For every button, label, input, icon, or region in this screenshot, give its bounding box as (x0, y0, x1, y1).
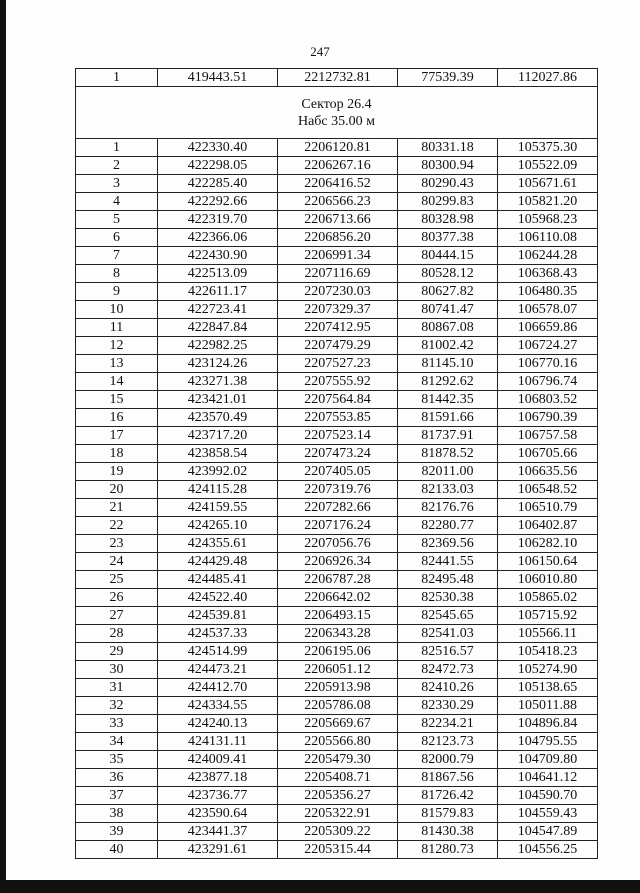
point-number-cell: 23 (76, 535, 158, 553)
local-x-cell: 82472.73 (398, 661, 498, 679)
y-coordinate-cell: 2207056.76 (278, 535, 398, 553)
local-y-cell: 105011.88 (498, 697, 598, 715)
y-coordinate-cell: 2207555.92 (278, 373, 398, 391)
x-coordinate-cell: 424412.70 (158, 679, 278, 697)
x-coordinate-cell: 424115.28 (158, 481, 278, 499)
y-coordinate-cell: 2205309.22 (278, 823, 398, 841)
point-number-cell: 18 (76, 445, 158, 463)
x-coordinate-cell: 424265.10 (158, 517, 278, 535)
local-y-cell: 106402.87 (498, 517, 598, 535)
table-row (76, 769, 598, 787)
x-coordinate-cell: 422430.90 (158, 247, 278, 265)
coordinates-table (75, 68, 598, 859)
local-x-cell: 81867.56 (398, 769, 498, 787)
x-coordinate-cell: 424131.11 (158, 733, 278, 751)
local-x-cell: 81591.66 (398, 409, 498, 427)
point-number-cell: 34 (76, 733, 158, 751)
local-x-cell: 82280.77 (398, 517, 498, 535)
table-row (76, 571, 598, 589)
table-row (76, 463, 598, 481)
point-number-cell: 22 (76, 517, 158, 535)
point-number-cell: 39 (76, 823, 158, 841)
x-coordinate-cell: 423421.01 (158, 391, 278, 409)
table-row (76, 481, 598, 499)
table-row (76, 355, 598, 373)
x-coordinate-cell: 423570.49 (158, 409, 278, 427)
local-x-cell: 80299.83 (398, 193, 498, 211)
local-y-cell: 106480.35 (498, 283, 598, 301)
point-number-cell: 10 (76, 301, 158, 319)
local-x-cell: 80741.47 (398, 301, 498, 319)
table-row (76, 193, 598, 211)
y-coordinate-cell: 2207412.95 (278, 319, 398, 337)
local-x-cell: 80300.94 (398, 157, 498, 175)
table-row (76, 697, 598, 715)
local-y-cell: 104795.55 (498, 733, 598, 751)
local-y-cell: 106770.16 (498, 355, 598, 373)
local-y-cell: 104559.43 (498, 805, 598, 823)
point-number-cell: 27 (76, 607, 158, 625)
local-y-cell: 106790.39 (498, 409, 598, 427)
y-coordinate-cell: 2207479.29 (278, 337, 398, 355)
local-y-cell: 106635.56 (498, 463, 598, 481)
x-coordinate-cell: 423124.26 (158, 355, 278, 373)
x-coordinate-cell: 423877.18 (158, 769, 278, 787)
local-y-cell: 104547.89 (498, 823, 598, 841)
point-number-cell: 4 (76, 193, 158, 211)
local-x-cell: 82000.79 (398, 751, 498, 769)
y-coordinate-cell: 2207527.23 (278, 355, 398, 373)
local-x-cell: 81726.42 (398, 787, 498, 805)
local-y-cell: 106244.28 (498, 247, 598, 265)
point-number-cell: 35 (76, 751, 158, 769)
local-x-cell: 82516.57 (398, 643, 498, 661)
table-row (76, 553, 598, 571)
y-coordinate-cell: 2206416.52 (278, 175, 398, 193)
point-number-cell: 36 (76, 769, 158, 787)
local-y-cell: 106659.86 (498, 319, 598, 337)
point-number-cell: 26 (76, 589, 158, 607)
x-coordinate-cell: 423992.02 (158, 463, 278, 481)
table-row (76, 643, 598, 661)
y-coordinate-cell: 2205315.44 (278, 841, 398, 859)
table-row (76, 499, 598, 517)
point-number-cell: 7 (76, 247, 158, 265)
local-y-cell: 106757.58 (498, 427, 598, 445)
point-number-cell: 1 (76, 139, 158, 157)
x-coordinate-cell: 423291.61 (158, 841, 278, 859)
table-row (76, 427, 598, 445)
local-x-cell: 82495.48 (398, 571, 498, 589)
x-coordinate-cell: 423441.37 (158, 823, 278, 841)
y-coordinate-cell: 2206991.34 (278, 247, 398, 265)
local-y-cell: 105865.02 (498, 589, 598, 607)
table-row (76, 337, 598, 355)
point-number-cell: 16 (76, 409, 158, 427)
local-x-cell: 77539.39 (398, 69, 498, 87)
local-x-cell: 80444.15 (398, 247, 498, 265)
local-y-cell: 106796.74 (498, 373, 598, 391)
local-y-cell: 104709.80 (498, 751, 598, 769)
table-row (76, 391, 598, 409)
y-coordinate-cell: 2205669.67 (278, 715, 398, 733)
point-number-cell: 13 (76, 355, 158, 373)
local-y-cell: 106724.27 (498, 337, 598, 355)
local-x-cell: 82176.76 (398, 499, 498, 517)
section-header-cell (76, 87, 598, 139)
y-coordinate-cell: 2212732.81 (278, 69, 398, 87)
x-coordinate-cell: 419443.51 (158, 69, 278, 87)
point-number-cell: 31 (76, 679, 158, 697)
point-number-cell: 33 (76, 715, 158, 733)
x-coordinate-cell: 423271.38 (158, 373, 278, 391)
table-row (76, 823, 598, 841)
x-coordinate-cell: 422513.09 (158, 265, 278, 283)
y-coordinate-cell: 2206787.28 (278, 571, 398, 589)
local-x-cell: 82234.21 (398, 715, 498, 733)
point-number-cell: 17 (76, 427, 158, 445)
y-coordinate-cell: 2205408.71 (278, 769, 398, 787)
y-coordinate-cell: 2207523.14 (278, 427, 398, 445)
y-coordinate-cell: 2205786.08 (278, 697, 398, 715)
y-coordinate-cell: 2206566.23 (278, 193, 398, 211)
section-title: Сектор 26.4 (301, 96, 372, 112)
y-coordinate-cell: 2207473.24 (278, 445, 398, 463)
y-coordinate-cell: 2207319.76 (278, 481, 398, 499)
local-x-cell: 82330.29 (398, 697, 498, 715)
local-y-cell: 106010.80 (498, 571, 598, 589)
y-coordinate-cell: 2206493.15 (278, 607, 398, 625)
table-row (76, 373, 598, 391)
table-row (76, 661, 598, 679)
x-coordinate-cell: 422847.84 (158, 319, 278, 337)
x-coordinate-cell: 423717.20 (158, 427, 278, 445)
local-x-cell: 81442.35 (398, 391, 498, 409)
local-x-cell: 80377.38 (398, 229, 498, 247)
point-number-cell: 15 (76, 391, 158, 409)
local-y-cell: 105274.90 (498, 661, 598, 679)
x-coordinate-cell: 423736.77 (158, 787, 278, 805)
table-row (76, 69, 598, 87)
x-coordinate-cell: 422298.05 (158, 157, 278, 175)
table-row (76, 139, 598, 157)
point-number-cell: 29 (76, 643, 158, 661)
table-row (76, 229, 598, 247)
table-row (76, 625, 598, 643)
local-x-cell: 82545.65 (398, 607, 498, 625)
y-coordinate-cell: 2206195.06 (278, 643, 398, 661)
local-x-cell: 82410.26 (398, 679, 498, 697)
x-coordinate-cell: 424355.61 (158, 535, 278, 553)
local-x-cell: 82133.03 (398, 481, 498, 499)
y-coordinate-cell: 2205322.91 (278, 805, 398, 823)
local-y-cell: 105138.65 (498, 679, 598, 697)
point-number-cell: 6 (76, 229, 158, 247)
local-x-cell: 82441.55 (398, 553, 498, 571)
table-row (76, 175, 598, 193)
local-x-cell: 80331.18 (398, 139, 498, 157)
x-coordinate-cell: 424537.33 (158, 625, 278, 643)
point-number-cell: 37 (76, 787, 158, 805)
table-row (76, 301, 598, 319)
local-x-cell: 81002.42 (398, 337, 498, 355)
scan-edge-bottom (0, 880, 640, 893)
point-number-cell: 32 (76, 697, 158, 715)
local-y-cell: 105715.92 (498, 607, 598, 625)
point-number-cell: 28 (76, 625, 158, 643)
point-number-cell: 11 (76, 319, 158, 337)
x-coordinate-cell: 423590.64 (158, 805, 278, 823)
x-coordinate-cell: 424334.55 (158, 697, 278, 715)
point-number-cell: 2 (76, 157, 158, 175)
local-y-cell: 104556.25 (498, 841, 598, 859)
y-coordinate-cell: 2205913.98 (278, 679, 398, 697)
local-y-cell: 105821.20 (498, 193, 598, 211)
table-row (76, 733, 598, 751)
point-number-cell: 9 (76, 283, 158, 301)
local-x-cell: 80528.12 (398, 265, 498, 283)
local-x-cell: 81292.62 (398, 373, 498, 391)
local-x-cell: 82530.38 (398, 589, 498, 607)
page-number: 247 (310, 44, 330, 59)
point-number-cell: 19 (76, 463, 158, 481)
section-header-row (76, 87, 598, 139)
point-number-cell: 14 (76, 373, 158, 391)
table-row (76, 607, 598, 625)
point-number-cell: 5 (76, 211, 158, 229)
point-number-cell: 8 (76, 265, 158, 283)
table-row (76, 409, 598, 427)
y-coordinate-cell: 2205356.27 (278, 787, 398, 805)
point-number-cell: 25 (76, 571, 158, 589)
local-x-cell: 80867.08 (398, 319, 498, 337)
local-x-cell: 81579.83 (398, 805, 498, 823)
local-y-cell: 104896.84 (498, 715, 598, 733)
y-coordinate-cell: 2206267.16 (278, 157, 398, 175)
local-x-cell: 82541.03 (398, 625, 498, 643)
table-row (76, 679, 598, 697)
local-y-cell: 104641.12 (498, 769, 598, 787)
table-row (76, 157, 598, 175)
point-number-cell: 21 (76, 499, 158, 517)
scan-edge-left (0, 0, 6, 893)
local-x-cell: 80328.98 (398, 211, 498, 229)
local-y-cell: 105566.11 (498, 625, 598, 643)
local-y-cell: 106368.43 (498, 265, 598, 283)
local-x-cell: 80627.82 (398, 283, 498, 301)
x-coordinate-cell: 424539.81 (158, 607, 278, 625)
x-coordinate-cell: 422982.25 (158, 337, 278, 355)
local-y-cell: 105522.09 (498, 157, 598, 175)
y-coordinate-cell: 2207116.69 (278, 265, 398, 283)
local-y-cell: 105671.61 (498, 175, 598, 193)
y-coordinate-cell: 2207564.84 (278, 391, 398, 409)
y-coordinate-cell: 2205479.30 (278, 751, 398, 769)
local-x-cell: 82123.73 (398, 733, 498, 751)
x-coordinate-cell: 424514.99 (158, 643, 278, 661)
x-coordinate-cell: 424485.41 (158, 571, 278, 589)
local-y-cell: 106150.64 (498, 553, 598, 571)
local-y-cell: 106803.52 (498, 391, 598, 409)
x-coordinate-cell: 423858.54 (158, 445, 278, 463)
x-coordinate-cell: 422366.06 (158, 229, 278, 247)
table-row (76, 265, 598, 283)
y-coordinate-cell: 2206856.20 (278, 229, 398, 247)
x-coordinate-cell: 424159.55 (158, 499, 278, 517)
y-coordinate-cell: 2207230.03 (278, 283, 398, 301)
local-y-cell: 112027.86 (498, 69, 598, 87)
table-row (76, 211, 598, 229)
y-coordinate-cell: 2207405.05 (278, 463, 398, 481)
local-x-cell: 81737.91 (398, 427, 498, 445)
x-coordinate-cell: 424429.48 (158, 553, 278, 571)
point-number-cell: 1 (76, 69, 158, 87)
x-coordinate-cell: 424522.40 (158, 589, 278, 607)
x-coordinate-cell: 422330.40 (158, 139, 278, 157)
local-x-cell: 81280.73 (398, 841, 498, 859)
y-coordinate-cell: 2207553.85 (278, 409, 398, 427)
local-y-cell: 106110.08 (498, 229, 598, 247)
table-row (76, 805, 598, 823)
local-y-cell: 105418.23 (498, 643, 598, 661)
y-coordinate-cell: 2207282.66 (278, 499, 398, 517)
x-coordinate-cell: 424473.21 (158, 661, 278, 679)
point-number-cell: 30 (76, 661, 158, 679)
point-number-cell: 12 (76, 337, 158, 355)
local-y-cell: 104590.70 (498, 787, 598, 805)
section-subtitle: Набс 35.00 м (297, 113, 376, 129)
table-row (76, 283, 598, 301)
local-y-cell: 105968.23 (498, 211, 598, 229)
table-row (76, 517, 598, 535)
local-x-cell: 82011.00 (398, 463, 498, 481)
y-coordinate-cell: 2206713.66 (278, 211, 398, 229)
y-coordinate-cell: 2207329.37 (278, 301, 398, 319)
x-coordinate-cell: 422285.40 (158, 175, 278, 193)
x-coordinate-cell: 422611.17 (158, 283, 278, 301)
y-coordinate-cell: 2206343.28 (278, 625, 398, 643)
table-row (76, 445, 598, 463)
y-coordinate-cell: 2206051.12 (278, 661, 398, 679)
local-y-cell: 106548.52 (498, 481, 598, 499)
local-x-cell: 82369.56 (398, 535, 498, 553)
y-coordinate-cell: 2206926.34 (278, 553, 398, 571)
table-row (76, 247, 598, 265)
point-number-cell: 3 (76, 175, 158, 193)
local-x-cell: 81430.38 (398, 823, 498, 841)
y-coordinate-cell: 2206642.02 (278, 589, 398, 607)
y-coordinate-cell: 2206120.81 (278, 139, 398, 157)
table-row (76, 841, 598, 859)
x-coordinate-cell: 422723.41 (158, 301, 278, 319)
x-coordinate-cell: 422319.70 (158, 211, 278, 229)
x-coordinate-cell: 422292.66 (158, 193, 278, 211)
local-y-cell: 106578.07 (498, 301, 598, 319)
local-x-cell: 81878.52 (398, 445, 498, 463)
local-y-cell: 106282.10 (498, 535, 598, 553)
table-row (76, 319, 598, 337)
table-row (76, 751, 598, 769)
local-y-cell: 105375.30 (498, 139, 598, 157)
coordinates-table-body (76, 69, 598, 859)
table-row (76, 787, 598, 805)
y-coordinate-cell: 2207176.24 (278, 517, 398, 535)
y-coordinate-cell: 2205566.80 (278, 733, 398, 751)
local-y-cell: 106510.79 (498, 499, 598, 517)
point-number-cell: 24 (76, 553, 158, 571)
table-row (76, 715, 598, 733)
local-y-cell: 106705.66 (498, 445, 598, 463)
x-coordinate-cell: 424240.13 (158, 715, 278, 733)
local-x-cell: 81145.10 (398, 355, 498, 373)
point-number-cell: 20 (76, 481, 158, 499)
table-row (76, 535, 598, 553)
point-number-cell: 40 (76, 841, 158, 859)
table-row (76, 589, 598, 607)
local-x-cell: 80290.43 (398, 175, 498, 193)
x-coordinate-cell: 424009.41 (158, 751, 278, 769)
point-number-cell: 38 (76, 805, 158, 823)
